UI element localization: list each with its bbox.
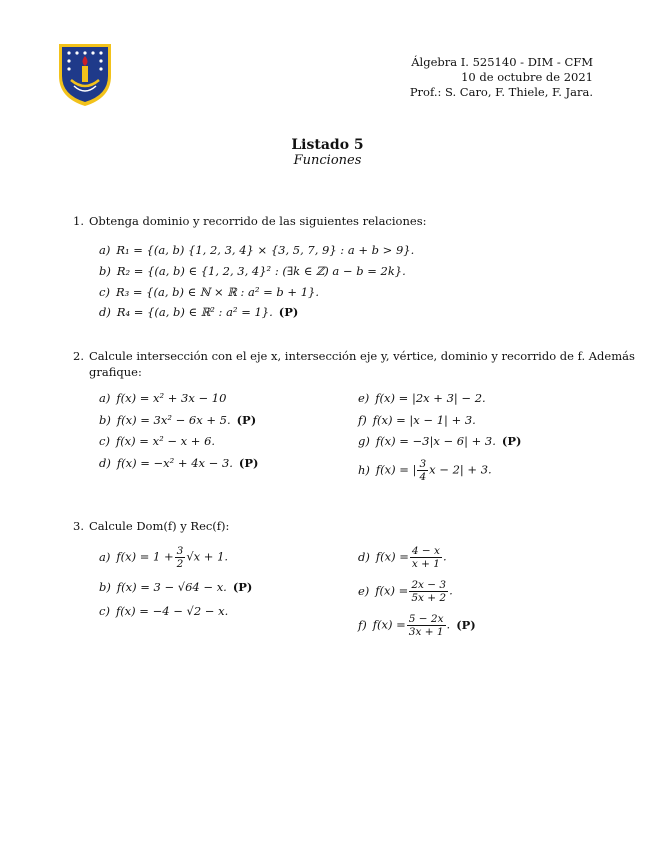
problem-2-statement-line2: grafique: [89, 365, 142, 379]
item-label: a) [99, 391, 111, 405]
item-label: f) [358, 617, 367, 632]
problem-3-item-e [358, 579, 453, 604]
fraction-denominator: 4 [419, 471, 427, 483]
item-expression: f(x) = |2x + 3| − 2. [375, 391, 486, 405]
problem-3-statement: Calcule Dom(f) y Rec(f): [89, 519, 230, 533]
item-label: a) [99, 549, 111, 564]
problem-2-statement-line1: Calcule intersección con el eje x, intersección eje y, vértice, dominio y recorrido de f. Además [89, 349, 635, 363]
fraction [410, 545, 442, 570]
professors-line: Prof.: S. Caro, F. Thiele, F. Jara. [409, 85, 593, 99]
item-expression: R₂ = {(a, b) ∈ {1, 2, 3, 4}² : (∃k ∈ ℤ) a − b = 2k}. [116, 264, 406, 278]
problem-1-item-b [99, 263, 406, 279]
item-expression: f(x) = x² + 3x − 10 [116, 391, 227, 405]
problem-2-item-d [99, 455, 258, 471]
problem-3-item-c [99, 603, 228, 619]
item-label: d) [99, 305, 111, 319]
item-label: e) [358, 391, 370, 405]
practice-mark: (P) [236, 413, 257, 427]
fraction-numerator: 5 − 2x [408, 613, 444, 625]
date-line: 10 de octubre de 2021 [461, 70, 593, 84]
fraction [417, 458, 428, 483]
problem-2-item-h [358, 458, 492, 483]
problem-2-item-b [99, 412, 256, 428]
item-expression-start: f(x) = 1 + [116, 549, 174, 564]
problem-2-item-e [358, 390, 486, 406]
item-label: b) [99, 580, 111, 594]
item-expression-end: √x + 1. [186, 549, 229, 564]
item-expression-end: . [449, 583, 453, 598]
item-label: f) [358, 413, 367, 427]
problem-2-item-f [358, 412, 476, 428]
problem-2-item-a [99, 390, 226, 406]
item-expression: f(x) = 3x² − 6x + 5. [116, 413, 231, 427]
item-expression: R₁ = {(a, b) {1, 2, 3, 4} × {3, 5, 7, 9} : a + b > 9}. [116, 243, 415, 257]
fraction [407, 613, 446, 638]
item-expression-start: f(x) = | [375, 462, 417, 477]
course-line: Álgebra I. 525140 - DIM - CFM [411, 55, 593, 69]
fraction-numerator: 2x − 3 [411, 579, 447, 591]
problem-3-item-a [99, 545, 228, 570]
fraction-denominator: 5x + 2 [411, 592, 447, 604]
practice-mark: (P) [232, 580, 253, 594]
item-label: a) [99, 243, 111, 257]
item-expression: f(x) = 3 − √64 − x. [116, 580, 227, 594]
item-expression-end: . [442, 549, 447, 564]
problem-3-number: 3. [73, 519, 84, 533]
item-expression-start: f(x) = [372, 617, 406, 632]
problem-3-item-f [358, 613, 476, 638]
item-expression: f(x) = |x − 1| + 3. [372, 413, 476, 427]
practice-mark: (P) [238, 456, 259, 470]
item-expression: R₄ = {(a, b) ∈ ℝ² : a² = 1}. [116, 305, 273, 319]
fraction-numerator: 3 [176, 545, 184, 557]
item-label: d) [99, 456, 111, 470]
item-expression-start: f(x) = [375, 549, 409, 564]
problem-1-statement: Obtenga dominio y recorrido de las siguientes relaciones: [89, 214, 427, 228]
fraction-numerator: 3 [419, 458, 427, 470]
item-expression: f(x) = x² − x + 6. [115, 434, 216, 448]
item-label: h) [358, 462, 370, 477]
practice-mark: (P) [456, 617, 476, 632]
item-expression: R₃ = {(a, b) ∈ ℕ × ℝ : a² = b + 1}. [115, 285, 320, 299]
item-expression: f(x) = −3|x − 6| + 3. [375, 434, 496, 448]
item-label: b) [99, 413, 111, 427]
fraction-numerator: 4 − x [411, 545, 440, 557]
problem-1-item-c [99, 284, 319, 300]
item-expression-end: x − 2| + 3. [429, 462, 492, 477]
problem-1-number: 1. [73, 214, 84, 228]
fraction [175, 545, 186, 570]
item-label: g) [358, 434, 370, 448]
item-label: c) [99, 285, 110, 299]
problem-1-item-a [99, 242, 414, 258]
practice-mark: (P) [501, 434, 522, 448]
problem-2-item-c [99, 433, 215, 449]
item-expression-end: . [446, 617, 451, 632]
item-label: e) [358, 583, 370, 598]
problem-3-item-d [358, 545, 447, 570]
fraction-denominator: 2 [176, 558, 184, 570]
page-subtitle: Funciones [293, 153, 362, 168]
problem-3-item-b [99, 579, 252, 595]
item-label: c) [99, 604, 110, 618]
item-label: d) [358, 549, 370, 564]
page-title: Listado 5 [291, 137, 364, 153]
problem-2-number: 2. [73, 349, 84, 363]
item-expression-start: f(x) = [375, 583, 409, 598]
item-label: c) [99, 434, 110, 448]
fraction [409, 579, 448, 604]
practice-mark: (P) [278, 305, 299, 319]
item-label: b) [99, 264, 111, 278]
item-expression: f(x) = −4 − √2 − x. [115, 604, 229, 618]
item-expression: f(x) = −x² + 4x − 3. [116, 456, 233, 470]
problem-1-item-d [99, 304, 298, 320]
fraction-denominator: 3x + 1 [408, 626, 444, 638]
problem-2-item-g [358, 433, 521, 449]
university-shield-logo [57, 42, 113, 108]
fraction-denominator: x + 1 [411, 558, 440, 570]
